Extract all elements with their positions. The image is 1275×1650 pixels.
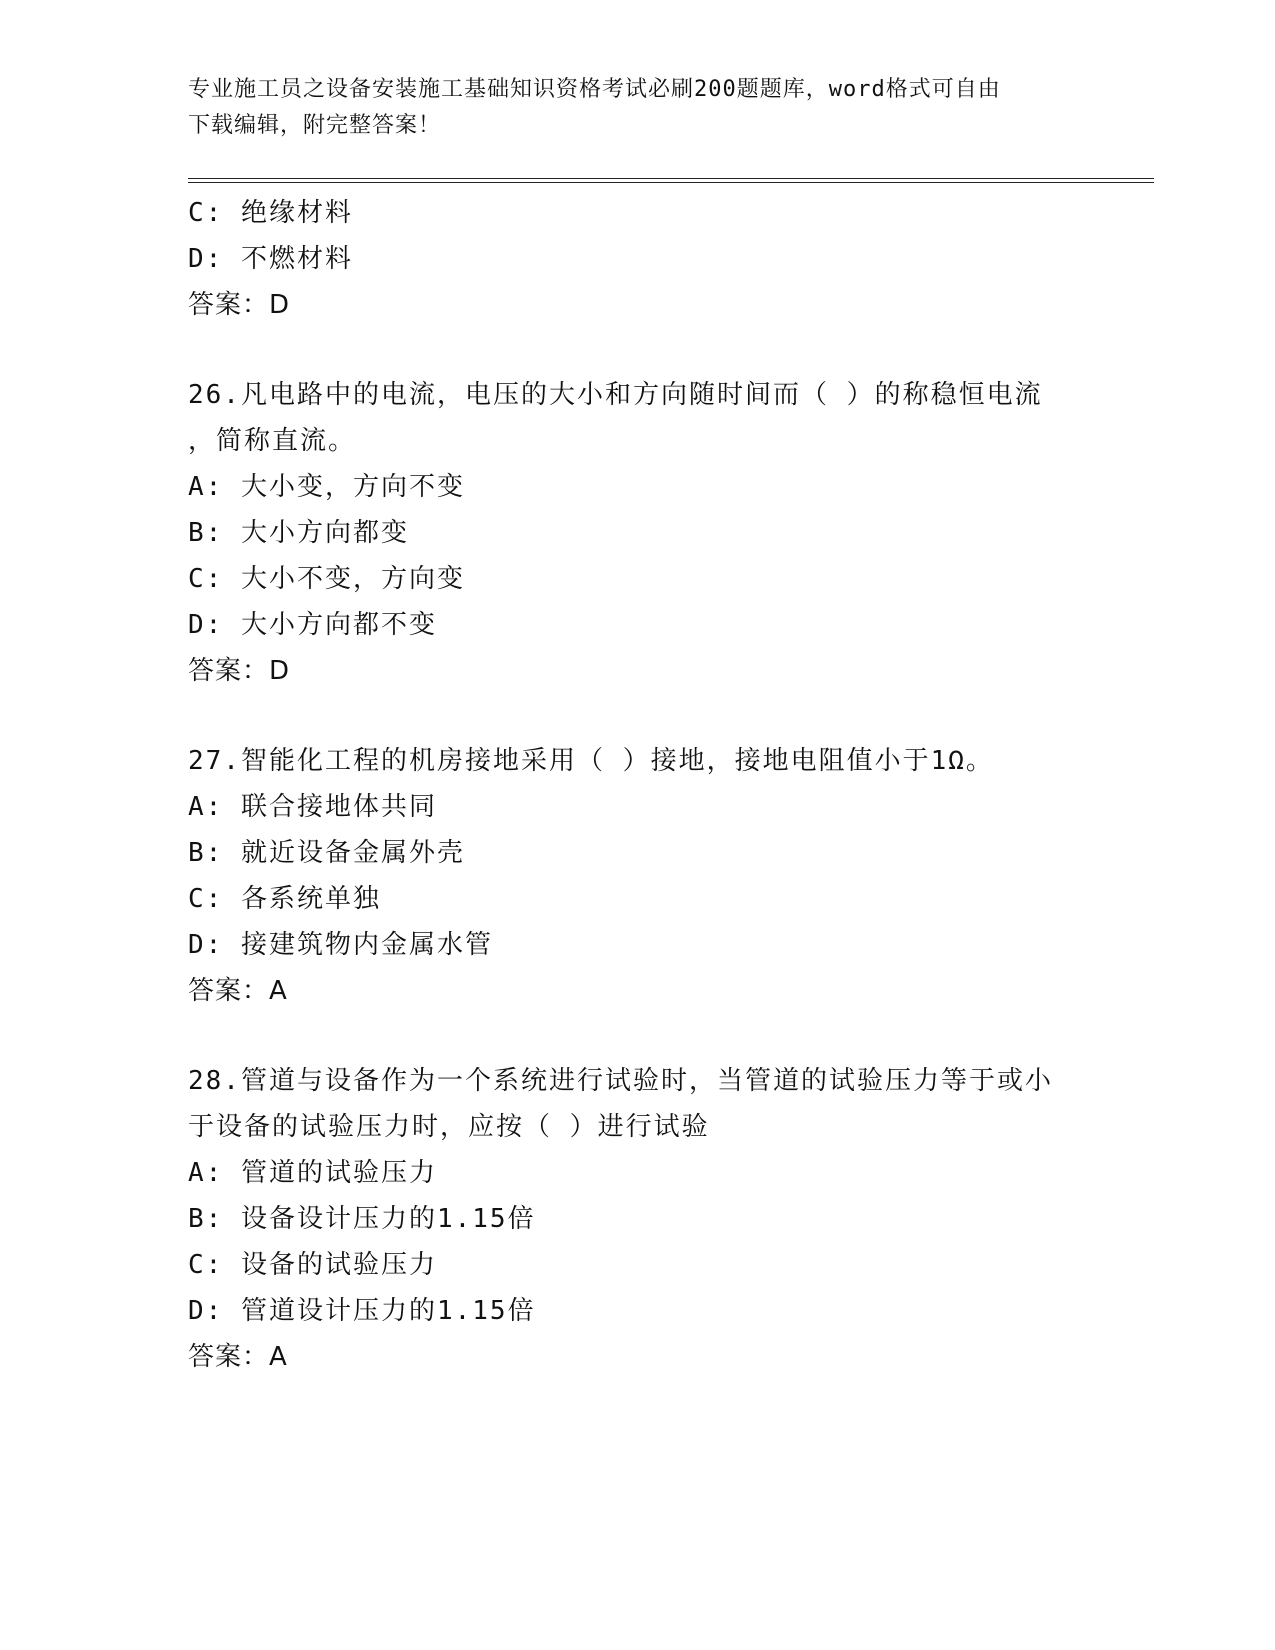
question-26 [188, 372, 1088, 694]
answer-line: 答案：A [188, 976, 288, 1006]
option-a: A: 管道的试验压力 [188, 1158, 437, 1188]
option-d: D: 大小方向都不变 [188, 610, 437, 640]
question-stem-line: 26.凡电路中的电流，电压的大小和方向随时间而（ ）的称稳恒电流 [188, 380, 1043, 410]
option-c: C: 各系统单独 [188, 884, 381, 914]
question-stem-line: 27.智能化工程的机房接地采用（ ）接地，接地电阻值小于1Ω。 [188, 746, 994, 776]
question-content [188, 190, 1088, 1380]
question-stem-line: ，简称直流。 [188, 426, 357, 456]
option-c: C: 大小不变，方向变 [188, 564, 465, 594]
answer-line: 答案：D [188, 656, 291, 686]
question-28 [188, 1058, 1088, 1380]
question-stem-line: 于设备的试验压力时，应按（ ）进行试验 [188, 1112, 710, 1142]
answer-line: 答案：D [188, 290, 291, 320]
option-c: C: 绝缘材料 [188, 198, 353, 228]
option-d: D: 不燃材料 [188, 244, 353, 274]
option-b: B: 设备设计压力的1.15倍 [188, 1204, 536, 1234]
header-title-line-2: 下载编辑，附完整答案！ [188, 113, 442, 138]
option-a: A: 联合接地体共同 [188, 792, 437, 822]
option-b: B: 就近设备金属外壳 [188, 838, 465, 868]
option-c: C: 设备的试验压力 [188, 1250, 437, 1280]
answer-line: 答案：A [188, 1342, 288, 1372]
option-b: B: 大小方向都变 [188, 518, 409, 548]
question-27 [188, 738, 1088, 1014]
document-header [188, 72, 1068, 144]
header-divider [188, 178, 1154, 183]
option-d: D: 管道设计压力的1.15倍 [188, 1296, 536, 1326]
option-a: A: 大小变，方向不变 [188, 472, 465, 502]
header-title-line-1: 专业施工员之设备安装施工基础知识资格考试必刷200题题库，word格式可自由 [188, 77, 1001, 102]
question-stem-line: 28.管道与设备作为一个系统进行试验时，当管道的试验压力等于或小 [188, 1066, 1053, 1096]
option-d: D: 接建筑物内金属水管 [188, 930, 493, 960]
continued-question [188, 190, 1088, 328]
